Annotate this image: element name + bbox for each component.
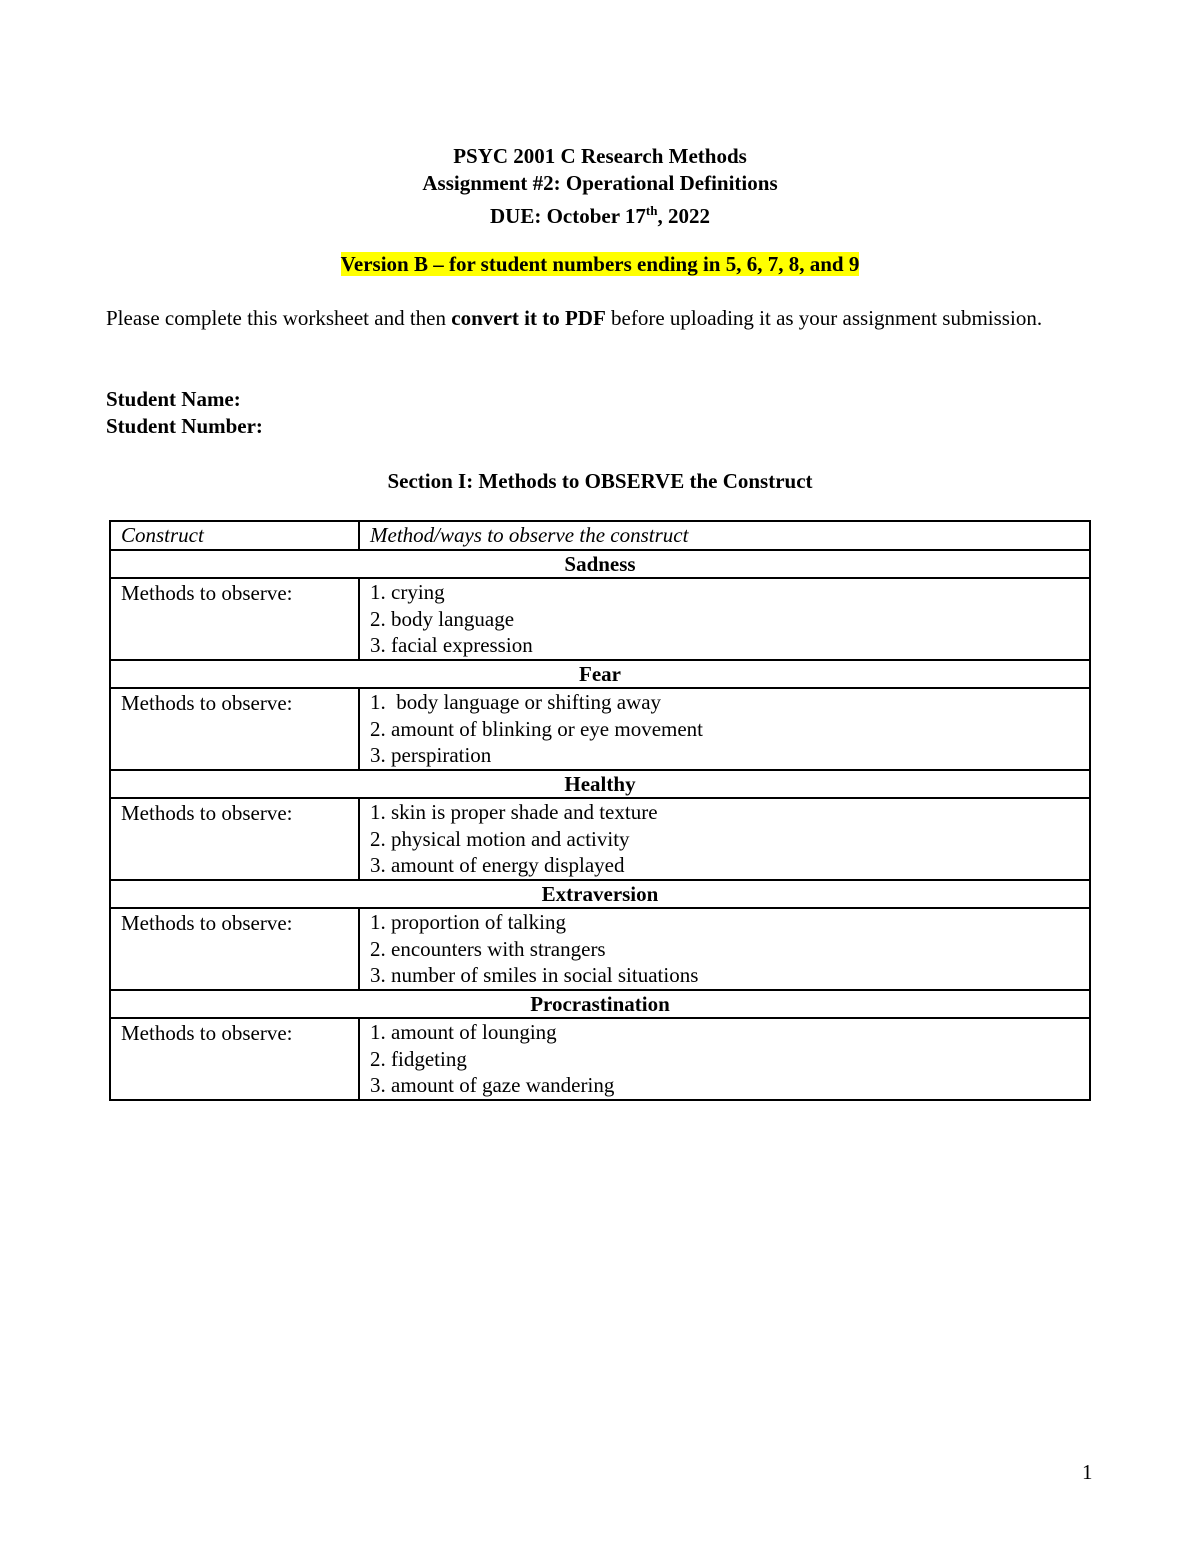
methods-row [110, 578, 1090, 660]
method-item: 2. amount of blinking or eye movement [370, 716, 704, 741]
due-date-suffix: , 2022 [657, 204, 710, 228]
method-item: 2. physical motion and activity [370, 826, 630, 851]
due-date-superscript: th [645, 203, 658, 218]
construct-row [110, 990, 1090, 1019]
methods-label: Methods to observe: [110, 798, 359, 880]
method-item: 3. perspiration [370, 743, 492, 767]
method-item: 2. fidgeting [370, 1046, 467, 1071]
methods-label: Methods to observe: [110, 578, 359, 660]
construct-name: Fear [110, 660, 1090, 689]
methods-list [359, 688, 1090, 770]
assignment-title: Assignment #2: Operational Definitions [422, 171, 778, 195]
instructions [106, 305, 1066, 332]
methods-list [359, 578, 1090, 660]
methods-row [110, 798, 1090, 880]
method-item: 3. amount of energy displayed [370, 853, 625, 877]
column-header-method: Method/ways to observe the construct [359, 521, 1090, 550]
construct-row [110, 770, 1090, 799]
method-item: 3. number of smiles in social situations [370, 963, 699, 987]
student-info [106, 386, 263, 440]
methods-list [359, 1018, 1090, 1100]
method-item: 3. amount of gaze wandering [370, 1073, 615, 1097]
construct-name: Extraversion [110, 880, 1090, 909]
table-header-row [110, 521, 1090, 550]
method-item: 2. body language [370, 606, 515, 631]
method-item: 1. amount of lounging [370, 1020, 557, 1044]
method-item: 1. proportion of talking [370, 910, 566, 934]
methods-label: Methods to observe: [110, 1018, 359, 1100]
student-number-label: Student Number: [106, 414, 263, 438]
construct-row [110, 550, 1090, 579]
observation-table [109, 520, 1091, 1101]
version-note [0, 251, 1200, 278]
methods-label: Methods to observe: [110, 908, 359, 990]
method-item: 1. crying [370, 580, 445, 604]
construct-name: Procrastination [110, 990, 1090, 1019]
method-item: 2. encounters with strangers [370, 936, 606, 961]
column-header-construct: Construct [110, 521, 359, 550]
section-title: Section I: Methods to OBSERVE the Construct [387, 469, 813, 493]
methods-row [110, 1018, 1090, 1100]
methods-label: Methods to observe: [110, 688, 359, 770]
page-number: 1 [1082, 1460, 1093, 1484]
document-header [0, 143, 1200, 230]
methods-list [359, 908, 1090, 990]
method-item: 3. facial expression [370, 633, 533, 657]
instructions-text-before: Please complete this worksheet and then [106, 306, 452, 330]
construct-name: Healthy [110, 770, 1090, 799]
method-item: 1. body language or shifting away [370, 690, 662, 714]
instructions-text-after: before uploading it as your assignment submission. [605, 306, 1043, 330]
methods-row [110, 688, 1090, 770]
due-date-prefix: DUE: October 17 [490, 204, 646, 228]
due-date [0, 197, 1200, 230]
construct-row [110, 880, 1090, 909]
construct-name: Sadness [110, 550, 1090, 579]
methods-row [110, 908, 1090, 990]
course-title: PSYC 2001 C Research Methods [453, 144, 747, 168]
version-highlight: Version B – for student numbers ending in 5, 6, 7, 8, and 9 [340, 252, 860, 276]
methods-list [359, 798, 1090, 880]
method-item: 1. skin is proper shade and texture [370, 800, 658, 824]
student-name-label: Student Name: [106, 387, 241, 411]
construct-row [110, 660, 1090, 689]
instructions-bold: convert it to PDF [451, 306, 606, 330]
